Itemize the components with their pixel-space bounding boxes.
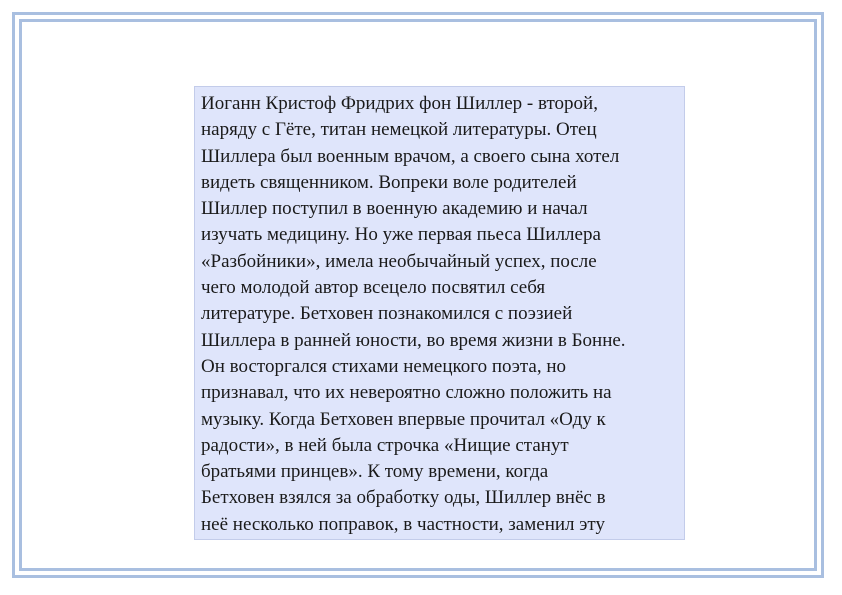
text-line: Шиллера в ранней юности, во время жизни в Бонне. bbox=[201, 329, 626, 351]
text-line: Шиллера был военным врачом, а своего сына хотел bbox=[201, 145, 620, 167]
text-line: музыку. Когда Бетховен впервые прочитал «Оду к bbox=[201, 408, 606, 430]
text-line: Шиллер поступил в военную академию и начал bbox=[201, 198, 588, 220]
text-line: Он восторгался стихами немецкого поэта, но bbox=[201, 355, 567, 377]
text-box bbox=[194, 86, 685, 540]
text-line: признавал, что их невероятно сложно положить на bbox=[201, 382, 612, 404]
text-line: братьями принцев». К тому времени, когда bbox=[201, 461, 549, 483]
text-line: Иоганн Кристоф Фридрих фон Шиллер - второй, bbox=[201, 93, 598, 114]
text-line: видеть священником. Вопреки воле родителей bbox=[201, 171, 577, 193]
text-line: неё несколько поправок, в частности, заменил эту bbox=[201, 513, 605, 535]
text-line: Бетховен взялся за обработку оды, Шиллер внёс в bbox=[201, 487, 606, 509]
text-line: изучать медицину. Но уже первая пьеса Шиллера bbox=[201, 224, 601, 246]
text-line: наряду с Гёте, титан немецкой литературы. Отец bbox=[201, 119, 597, 141]
text-line: радости», в ней была строчка «Нищие станут bbox=[201, 434, 569, 456]
text-line: литературе. Бетховен познакомился с поэзией bbox=[201, 303, 573, 325]
text-line: чего молодой автор всецело посвятил себя bbox=[201, 277, 546, 299]
text-line: «Разбойники», имела необычайный успех, после bbox=[201, 250, 597, 272]
